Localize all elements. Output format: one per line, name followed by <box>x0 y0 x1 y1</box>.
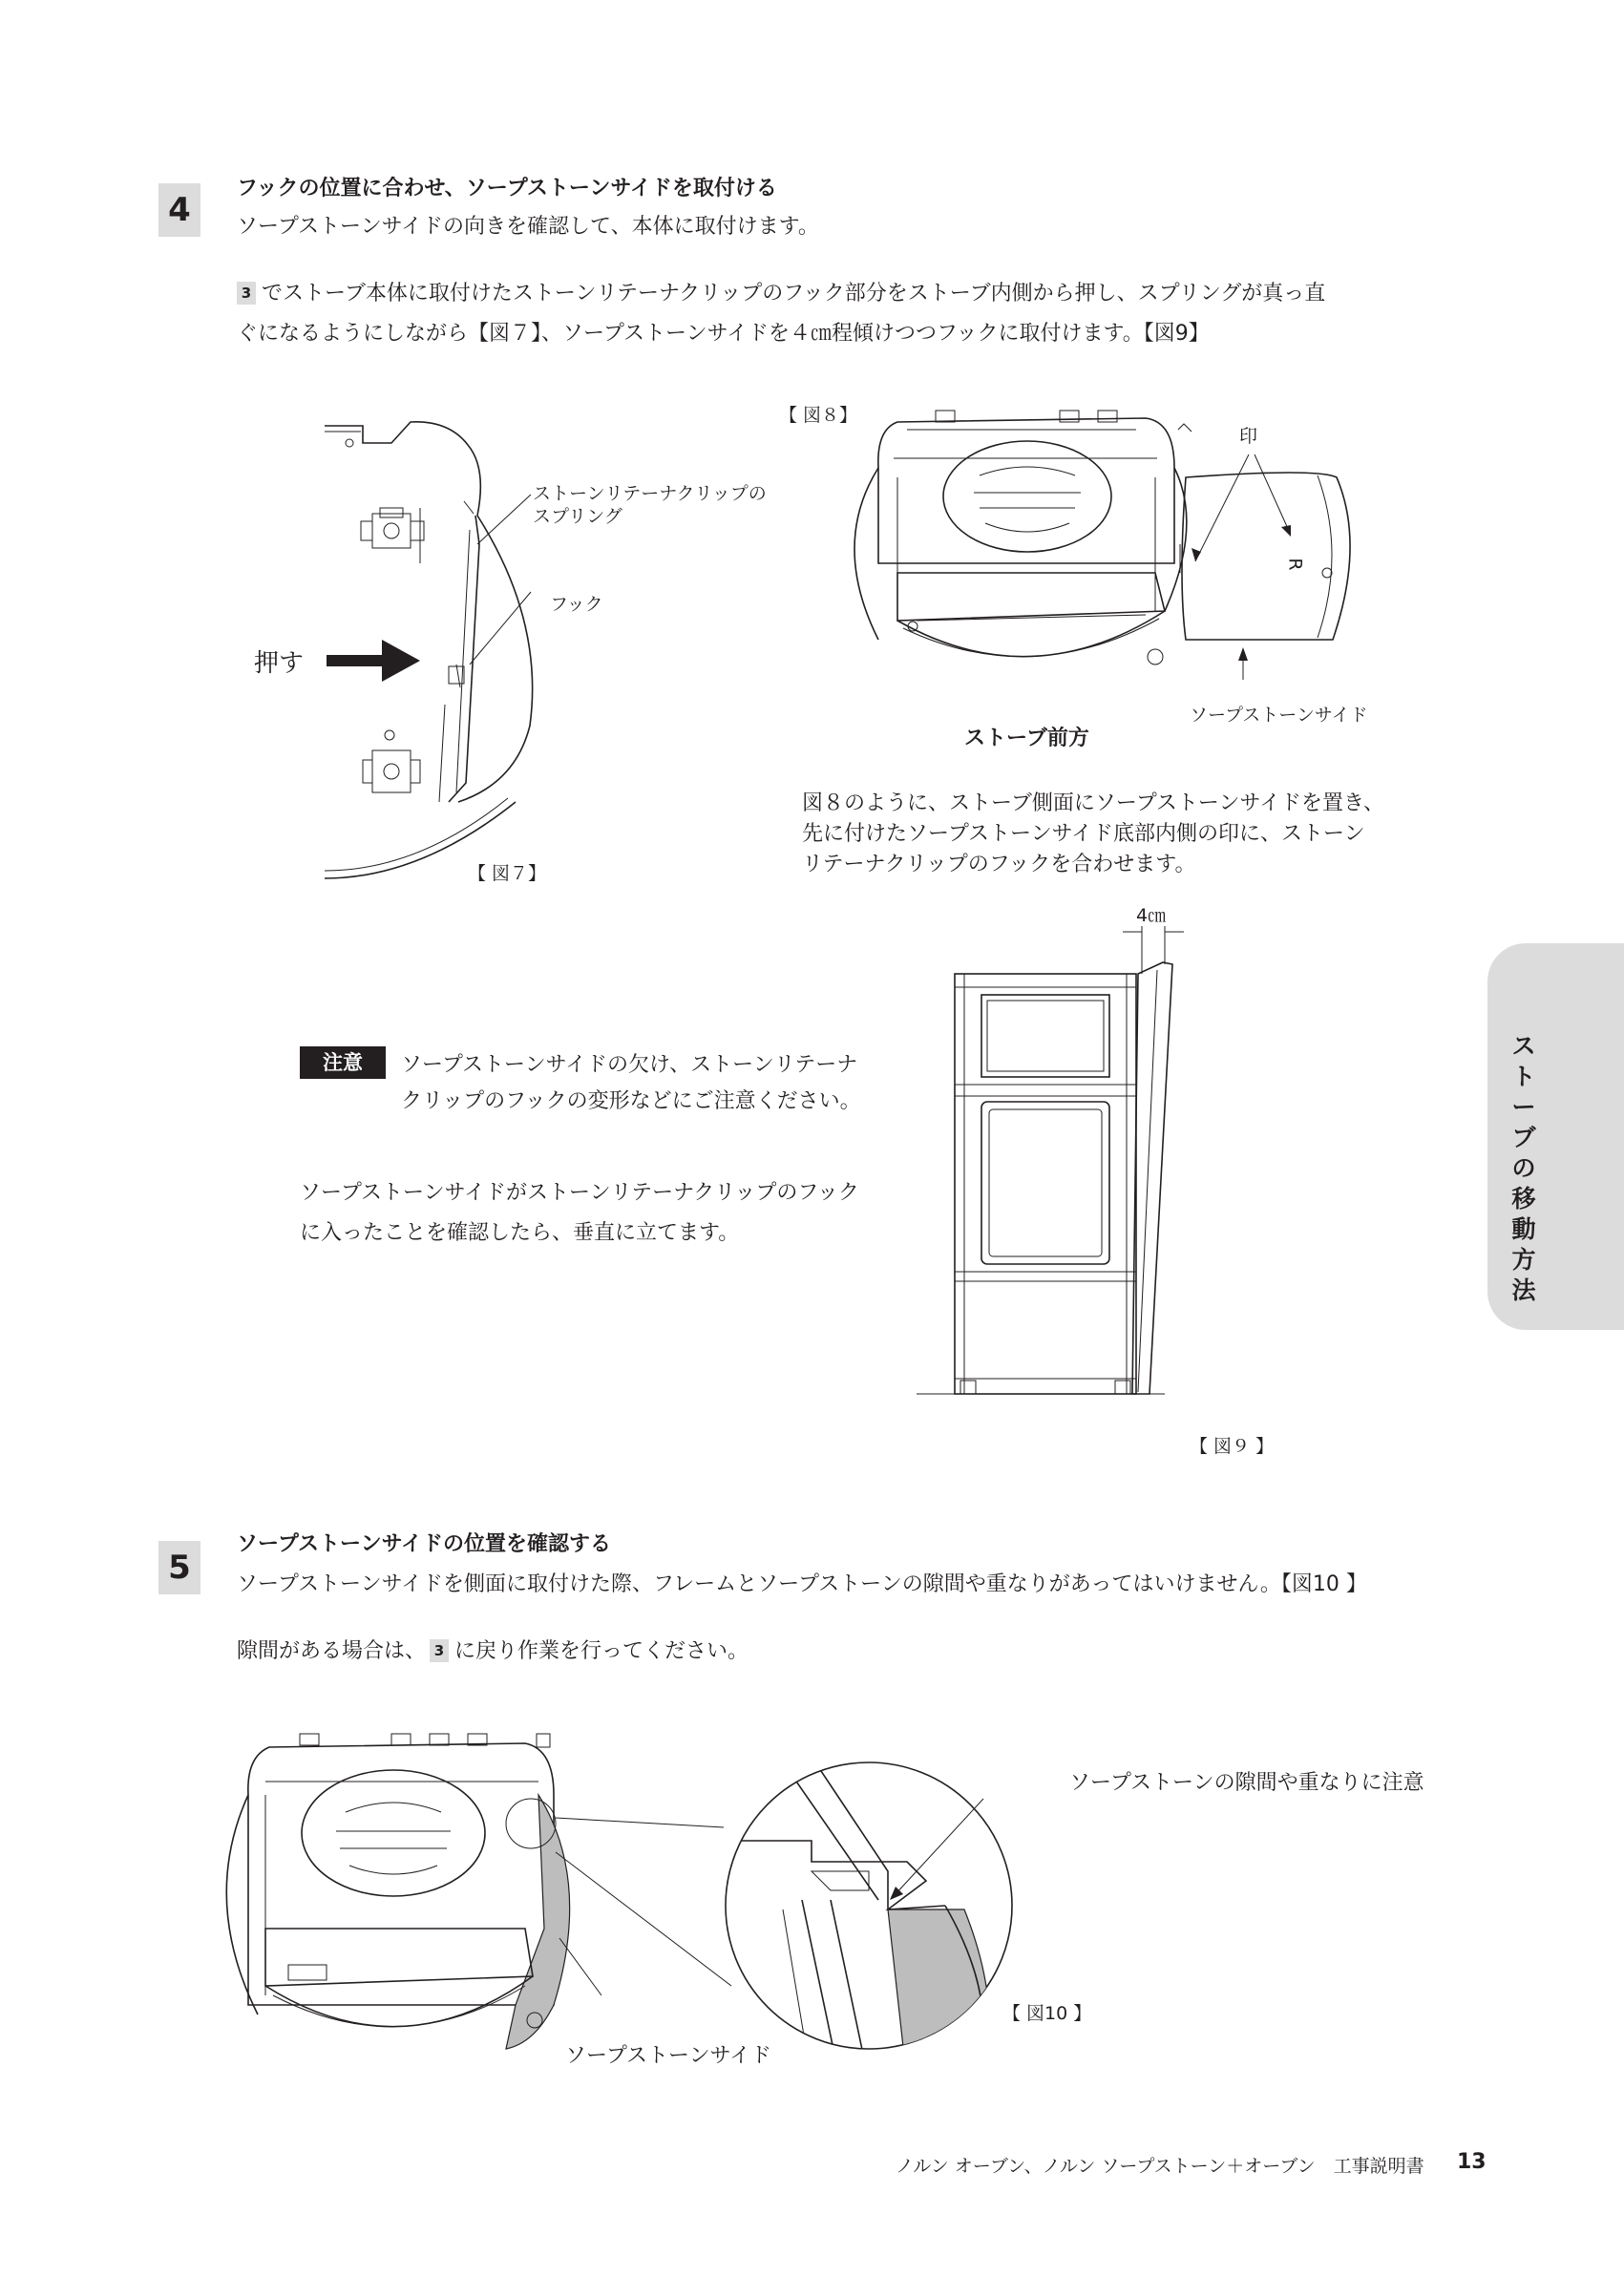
figure-8-drawing <box>859 411 1356 697</box>
fig7-push-label: 押す <box>254 649 305 678</box>
step-4-paragraph-line1 <box>237 277 1325 306</box>
fig7-spring-label-line1: ストーンリテーナクリップの <box>533 483 767 504</box>
footer-page-number: 13 <box>1457 2150 1487 2174</box>
step-5-subtitle: ソープストーンサイドを側面に取付けた際、フレームとソープストーンの隙間や重なりがあってはいけません。【図10 】 <box>237 1572 1367 1596</box>
fig7-hook-label: フック <box>550 594 603 615</box>
fig10-caption: 【 図10 】 <box>1002 2003 1092 2024</box>
footer-document-title: ノルン オーブン、ノルン ソープストーン＋オーブン 工事説明書 <box>896 2156 1424 2177</box>
fig7-caption: 【 図７】 <box>468 863 547 884</box>
vertical-instruction-line1: ソープストーンサイドがストーンリテーナクリップのフック <box>300 1181 859 1205</box>
step-5-paragraph-suffix: に戻り作業を行ってください。 <box>454 1639 749 1663</box>
step-4-paragraph-line2: ぐになるようにしながら【図７】、ソープストーンサイドを４㎝程傾けつつフックに取付けます。【図9】 <box>237 322 1210 346</box>
figure-7-drawing <box>306 401 802 878</box>
step-5-number: 5 <box>158 1541 200 1594</box>
fig9-caption: 【 図９ 】 <box>1190 1436 1275 1457</box>
step-4-number: 4 <box>158 183 200 237</box>
step-4-paragraph-text: でストーブ本体に取付けたストーンリテーナクリップのフック部分をストーブ内側から押し、スプリングが真っ直 <box>262 282 1326 306</box>
step-ref-badge: 3 <box>430 1639 449 1662</box>
caution-badge: 注意 <box>300 1046 386 1079</box>
figure-9-drawing <box>907 897 1184 1461</box>
fig8-mark-label: 印 <box>1239 426 1258 447</box>
fig9-dimension-label: 4㎝ <box>1136 905 1167 926</box>
fig8-caption: 【 図８】 <box>779 405 858 426</box>
vertical-instruction-line2: に入ったことを確認したら、垂直に立てます。 <box>300 1221 740 1245</box>
fig8-front-label: ストーブ前方 <box>964 727 1089 750</box>
section-side-tab-label: ストーブの移動方法 <box>1511 1032 1536 1304</box>
step-5-title: ソープストーンサイドの位置を確認する <box>237 1532 612 1556</box>
caution-text-line2: クリップのフックの変形などにご注意ください。 <box>401 1089 861 1113</box>
step-ref-badge: 3 <box>237 282 256 305</box>
fig8-r-label: R <box>1284 558 1306 571</box>
fig7-spring-label-line2: スプリング <box>533 506 622 527</box>
step-4-title: フックの位置に合わせ、ソープストーンサイドを取付ける <box>237 177 777 200</box>
fig10-side-label: ソープストーンサイド <box>565 2044 772 2068</box>
step-4-subtitle: ソープストーンサイドの向きを確認して、本体に取付けます。 <box>237 215 819 239</box>
fig8-side-label: ソープストーンサイド <box>1190 705 1368 726</box>
fig8-desc-line1: 図８のように、ストーブ側面にソープストーンサイドを置き、 <box>802 791 1385 815</box>
fig8-desc-line2: 先に付けたソープストーンサイド底部内側の印に、ストーン <box>802 822 1365 846</box>
step-5-paragraph-prefix: 隙間がある場合は、 <box>237 1639 427 1663</box>
step-5-paragraph <box>237 1635 749 1664</box>
fig10-gap-warning-label: ソープストーンの隙間や重なりに注意 <box>1069 1771 1424 1795</box>
fig8-desc-line3: リテーナクリップのフックを合わせます。 <box>802 853 1196 876</box>
caution-text-line1: ソープストーンサイドの欠け、ストーンリテーナ <box>401 1053 858 1077</box>
